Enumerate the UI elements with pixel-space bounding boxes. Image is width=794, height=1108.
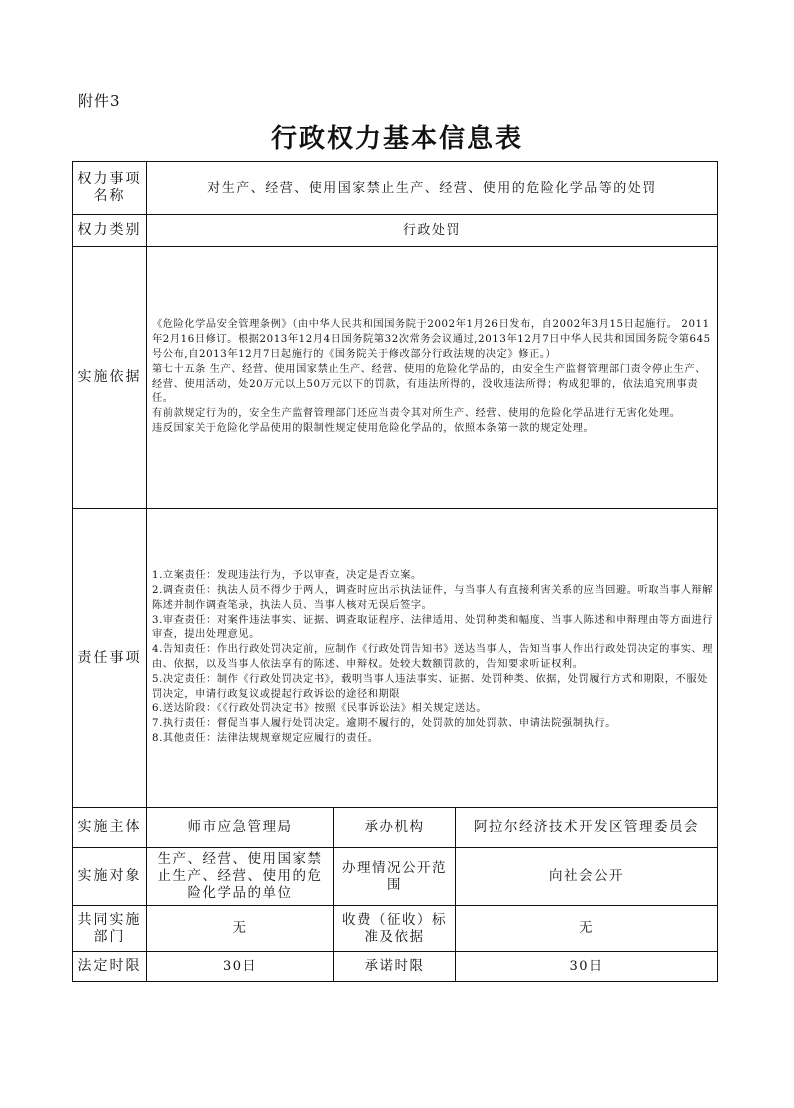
responsibility-item: 6.送达阶段：《《行政处罚决定书》按照《民事诉讼法》相关规定送达。	[152, 703, 488, 715]
basis-paragraph: 《危险化学品安全管理条例》（由中华人民共和国国务院于2002年1月26日发布，自2002年3月15日起施行。 2011年2月16日修订。根据2013年12月4日国务院第32次常务会议通过,2013年12月7日中华人民共和国国务院令第645号公布,自2013年12月7日起施行的《国务院关于修改部分行政法规的决定》修正。）	[152, 319, 711, 360]
responsibility-item: 5.决定责任：制作《行政处罚决定书》，载明当事人违法事实、证据、处罚种类、依据，处罚履行方式和期限，不服处罚决定，申请行政复议或提起行政诉讼的途径和期限	[152, 673, 708, 700]
basis-paragraph: 第七十五条 生产、经营、使用国家禁止生产、经营、使用的危险化学品的，由安全生产监督管理部门责令停止生产、经营、使用活动，处20万元以上50万元以下的罚款，有违法所得的，没收违法所得；构成犯罪的，依法追究刑事责任。	[152, 363, 706, 405]
value-fee: 无	[456, 906, 718, 952]
value-category: 行政处罚	[147, 215, 718, 247]
value-disclosure-scope: 向社会公开	[456, 848, 718, 906]
responsibility-item: 1.立案责任：发现违法行为，予以审查，决定是否立案。	[152, 570, 422, 582]
basis-paragraph: 违反国家关于危险化学品使用的限制性规定使用危险化学品的，依照本条第一款的规定处理。	[152, 422, 595, 434]
label-target: 实施对象	[73, 848, 147, 906]
label-disclosure-scope: 办理情况公开范围	[334, 848, 456, 906]
label-handling-agency: 承办机构	[334, 808, 456, 848]
label-responsibility: 责任事项	[73, 509, 147, 808]
page-title: 行政权力基本信息表	[270, 124, 523, 154]
value-promise-limit: 30日	[456, 952, 718, 982]
value-legal-limit: 30日	[147, 952, 334, 982]
responsibility-item: 2.调查责任：执法人员不得少于两人，调查时应出示执法证件，与当事人有直接利害关系的应当回避。听取当事人辩解陈述并制作调查笔录，执法人员、当事人核对无误后签字。	[152, 585, 714, 611]
label-basis: 实施依据	[73, 247, 147, 509]
info-table	[72, 161, 718, 982]
label-category: 权力类别	[73, 215, 147, 247]
label-joint: 共同实施部门	[73, 906, 147, 952]
row-limit	[73, 952, 718, 982]
label-subject: 实施主体	[73, 808, 147, 848]
responsibility-item: 7.执行责任：督促当事人履行处罚决定。逾期不履行的，处罚款的加处罚款、申请法院强制执行。	[152, 718, 616, 730]
row-power-name	[73, 162, 718, 215]
responsibility-item: 4.告知责任：作出行政处罚决定前，应制作《行政处罚告知书》送达当事人，告知当事人作出行政处罚决定的事实、理由、依据，以及当事人依法享有的陈述、申辩权。处较大数额罚款的，告知要求听证权利。	[152, 644, 714, 670]
label-power-name: 权力事项名称	[73, 162, 147, 215]
value-basis	[147, 247, 718, 509]
row-subject	[73, 808, 718, 848]
row-basis	[73, 247, 718, 509]
attachment-label: 附件3	[78, 92, 121, 110]
row-responsibility	[73, 509, 718, 808]
responsibility-item: 8.其他责任：法律法规规章规定应履行的责任。	[152, 732, 379, 744]
value-target: 生产、经营、使用国家禁止生产、经营、使用的危险化学品的单位	[147, 848, 334, 906]
label-promise-limit: 承诺时限	[334, 952, 456, 982]
row-joint	[73, 906, 718, 952]
value-power-name: 对生产、经营、使用国家禁止生产、经营、使用的危险化学品等的处罚	[147, 162, 718, 215]
label-fee: 收费（征收）标准及依据	[334, 906, 456, 952]
value-joint: 无	[147, 906, 334, 952]
row-target	[73, 848, 718, 906]
label-legal-limit: 法定时限	[73, 952, 147, 982]
basis-paragraph: 有前款规定行为的，安全生产监督管理部门还应当责令其对所生产、经营、使用的危险化学品进行无害化处理。	[152, 408, 681, 420]
value-handling-agency: 阿拉尔经济技术开发区管理委员会	[456, 808, 718, 848]
responsibility-item: 3.审查责任：对案件违法事实、证据、调查取证程序、法律适用、处罚种类和幅度、当事人陈述和申辩理由等方面进行审查，提出处理意见。	[152, 614, 714, 641]
row-category	[73, 215, 718, 247]
value-subject: 师市应急管理局	[147, 808, 334, 848]
value-responsibility	[147, 509, 718, 808]
